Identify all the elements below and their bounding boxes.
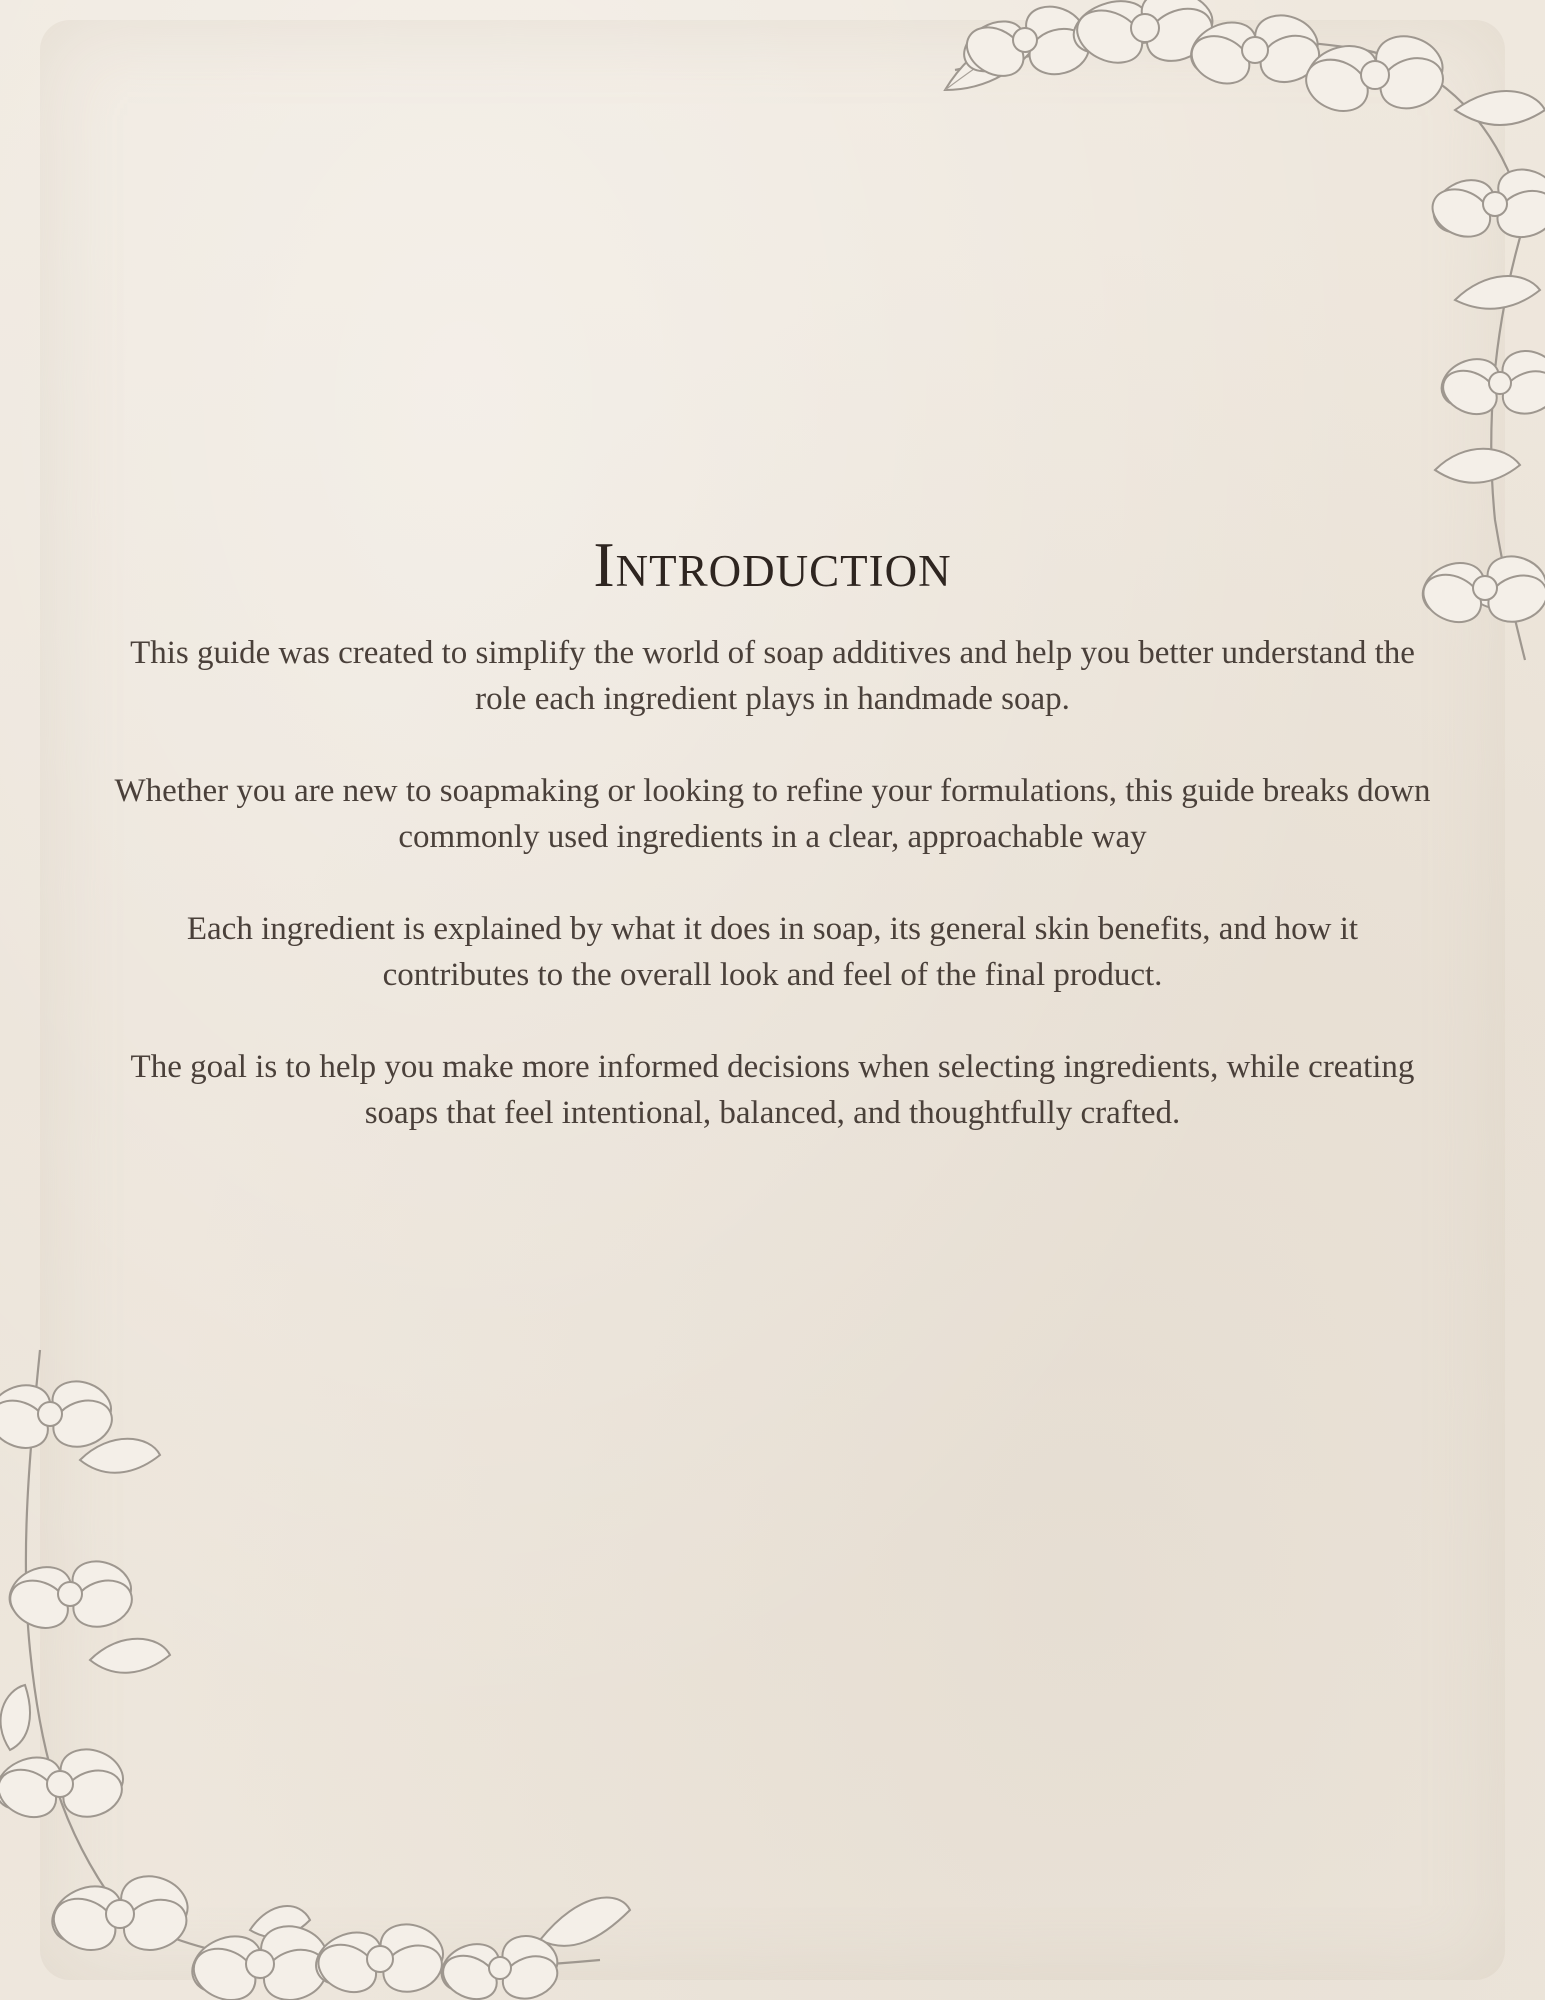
- intro-content: [110, 530, 1435, 1182]
- page-title: Introduction: [593, 529, 952, 600]
- intro-paragraph-3: Each ingredient is explained by what it does in soap, its general skin benefits, and how it contributes to the overall look and feel of the final product.: [186, 911, 1359, 994]
- intro-paragraph-4: The goal is to help you make more informed decisions when selecting ingredients, while creating soaps that feel intentional, balanced, and thoughtfully crafted.: [130, 1049, 1415, 1132]
- intro-paragraph-1: This guide was created to simplify the world of soap additives and help you better understand the role each ingredient plays in handmade soap.: [130, 635, 1415, 718]
- intro-paragraph-2: Whether you are new to soapmaking or looking to refine your formulations, this guide breaks down commonly used ingredients in a clear, approachable way: [114, 773, 1431, 856]
- floral-corner-bottom-left-icon: [0, 1330, 640, 2000]
